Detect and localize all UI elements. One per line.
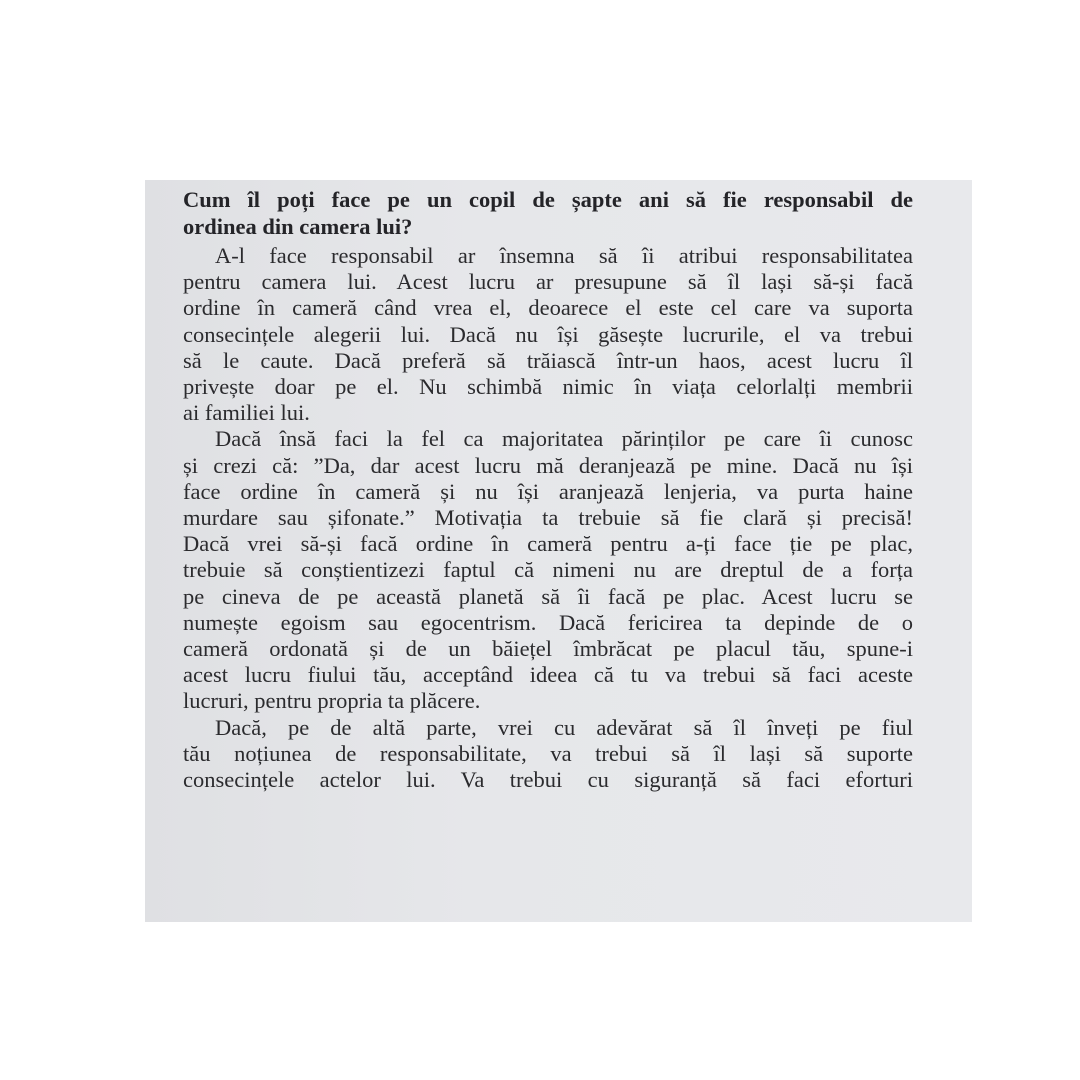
heading-line: Cum îl poți face pe un copil de șapte ani să fie responsabil de	[183, 187, 913, 212]
paragraph	[183, 715, 913, 794]
text-line: pe cineva de pe această planetă să îi facă pe plac. Acest lucru se	[183, 583, 913, 609]
text-line: privește doar pe el. Nu schimbă nimic în viața celorlalți membrii	[183, 374, 913, 400]
text-line: face ordine în cameră și nu își aranjează lenjeria, va purta haine	[183, 478, 913, 504]
text-line: trebuie să conștientizezi faptul că nimeni nu are dreptul de a forța	[183, 557, 913, 583]
heading-line: ordinea din camera lui?	[183, 214, 413, 239]
text-line: ai familiei lui.	[183, 400, 310, 426]
text-line: acest lucru fiului tău, acceptând ideea că tu va trebui să faci aceste	[183, 662, 913, 688]
section-heading	[183, 186, 913, 240]
text-line: A-l face responsabil ar însemna să îi atribui responsabilitatea	[215, 243, 913, 268]
text-line: pentru camera lui. Acest lucru ar presupune să îl lași să-și facă	[183, 269, 913, 295]
text-line: Dacă, pe de altă parte, vrei cu adevărat să îl înveți pe fiul	[215, 714, 913, 740]
text-line: să le caute. Dacă preferă să trăiască într-un haos, acest lucru îl	[183, 347, 913, 373]
text-line: murdare sau șifonate.” Motivația ta trebuie să fie clară și precisă!	[183, 505, 913, 531]
page-text	[183, 186, 913, 793]
book-page	[145, 180, 972, 922]
text-line: numește egoism sau egocentrism. Dacă fericirea ta depinde de o	[183, 609, 913, 635]
text-line: lucruri, pentru propria ta plăcere.	[183, 688, 481, 714]
text-line: și crezi că: ”Da, dar acest lucru mă deranjează pe mine. Dacă nu își	[183, 452, 913, 478]
text-line: Dacă vrei să-și facă ordine în cameră pentru a-ți face ție pe plac,	[183, 531, 913, 557]
text-line: Dacă însă faci la fel ca majoritatea părinților pe care îi cunosc	[215, 426, 913, 452]
text-line: consecințele actelor lui. Va trebui cu siguranță să faci eforturi	[183, 767, 913, 793]
body-text	[183, 243, 913, 793]
paragraph	[183, 243, 913, 426]
paragraph	[183, 426, 913, 714]
text-line: cameră ordonată și de un băiețel îmbrăcat pe placul tău, spune-i	[183, 636, 913, 662]
text-line: consecințele alegerii lui. Dacă nu își găsește lucrurile, el va trebui	[183, 321, 913, 347]
text-line: tău noțiunea de responsabilitate, va trebui să îl lași să suporte	[183, 740, 913, 766]
text-line: ordine în cameră când vrea el, deoarece el este cel care va suporta	[183, 295, 913, 321]
